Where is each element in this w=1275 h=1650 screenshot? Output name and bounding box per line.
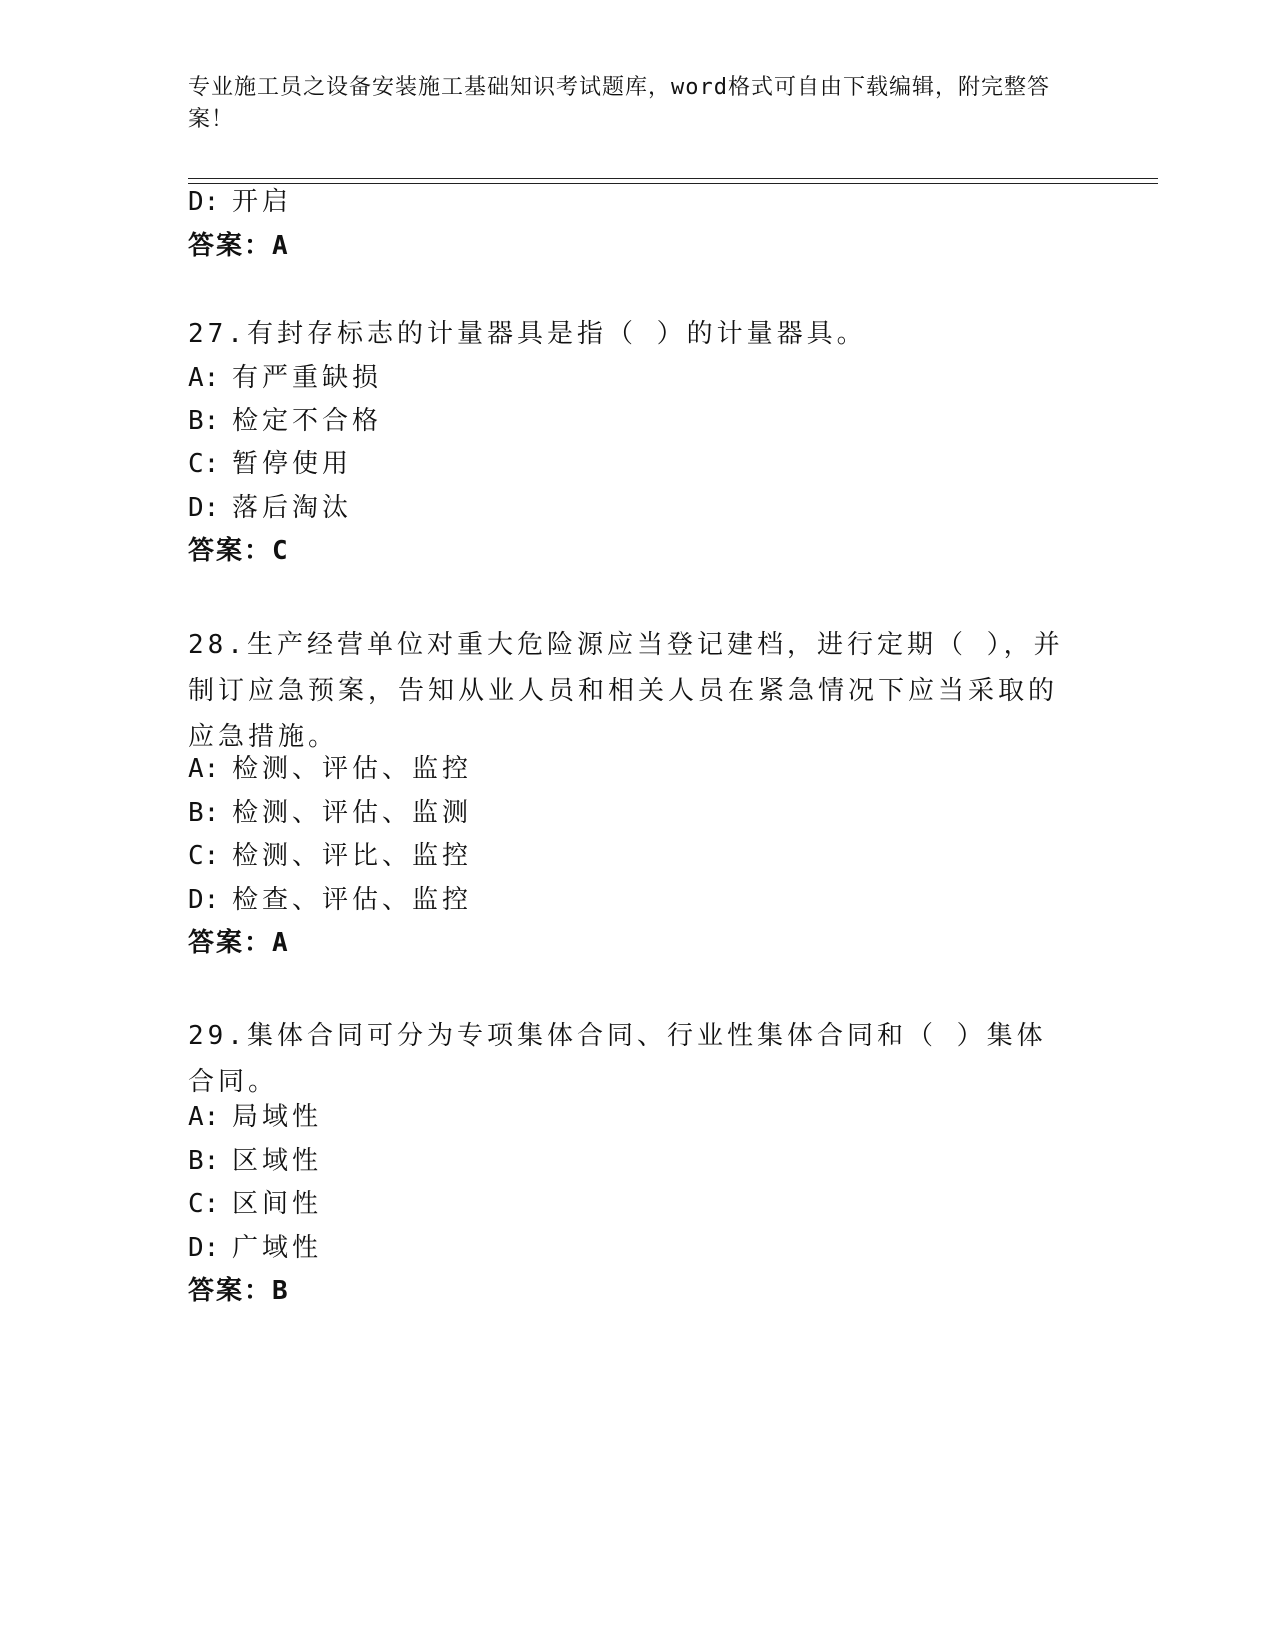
q28-option-c: C: 检测、评比、监控 [188, 841, 473, 871]
q28-stem: 28.生产经营单位对重大危险源应当登记建档，进行定期（ ），并制订应急预案，告知从业人员和相关人员在紧急情况下应当采取的应急措施。 [188, 630, 1064, 752]
q29-option-b: B: 区域性 [188, 1146, 323, 1176]
q29-stem: 29.集体合同可分为专项集体合同、行业性集体合同和（ ）集体合同。 [188, 1021, 1047, 1097]
q28-option-b: B: 检测、评估、监测 [188, 798, 473, 828]
q28-answer: 答案：A [188, 928, 290, 958]
q29-option-c: C: 区间性 [188, 1189, 323, 1219]
header-rule-top [188, 178, 1158, 179]
q27-option-b: B: 检定不合格 [188, 406, 383, 436]
header-rule-bottom [188, 183, 1158, 184]
q29-option-d: D: 广域性 [188, 1233, 323, 1263]
q27-option-d: D: 落后淘汰 [188, 493, 353, 523]
q27-option-c: C: 暂停使用 [188, 449, 353, 479]
q27-answer: 答案：C [188, 536, 290, 566]
q27-stem: 27.有封存标志的计量器具是指（ ）的计量器具。 [188, 319, 867, 349]
q29-answer: 答案：B [188, 1276, 290, 1306]
prev-answer: 答案：A [188, 231, 290, 261]
prev-option-d: D: 开启 [188, 187, 293, 217]
document-header: 专业施工员之设备安装施工基础知识考试题库，word格式可自由下载编辑，附完整答案！ [188, 75, 1050, 132]
q29-option-a: A: 局域性 [188, 1102, 323, 1132]
q28-option-a: A: 检测、评估、监控 [188, 754, 473, 784]
q28-option-d: D: 检查、评估、监控 [188, 885, 473, 915]
q27-option-a: A: 有严重缺损 [188, 363, 383, 393]
